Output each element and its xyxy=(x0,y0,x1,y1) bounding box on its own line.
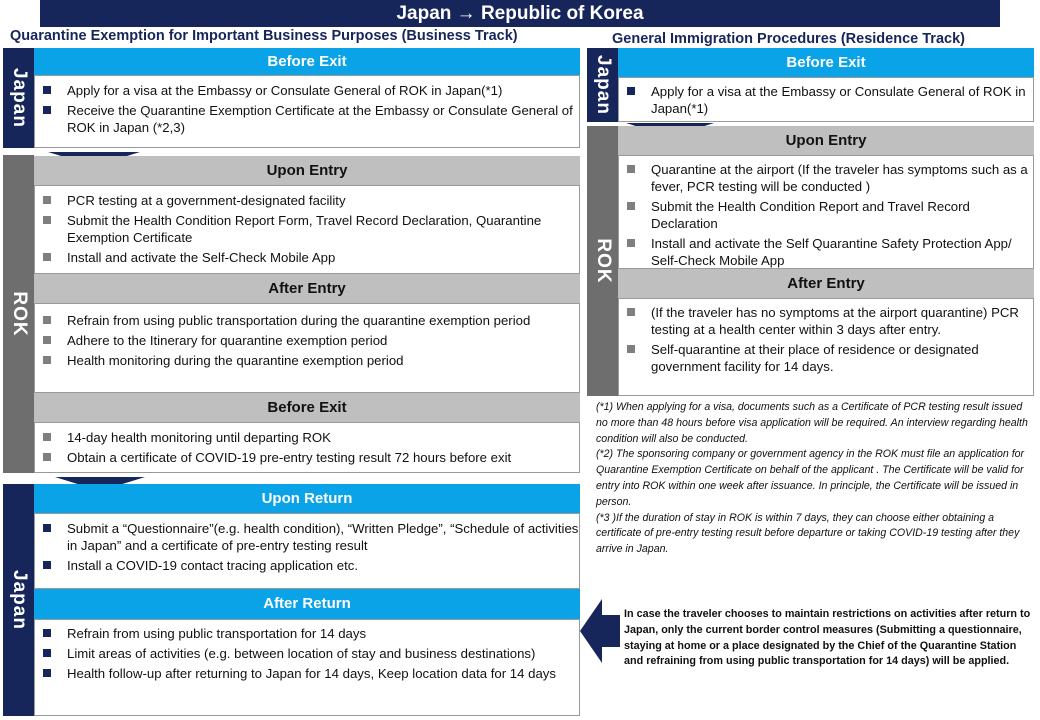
list-item: Health monitoring during the quarantine exemption period xyxy=(35,352,579,369)
footnote-3: (*3 )If the duration of stay in ROK is within 7 days, they can choose either obtaining a certificate of pre-entry testing result before departure or taking COVID-19 testing after they arrive in Japan. xyxy=(596,511,1020,556)
list-item: Limit areas of activities (e.g. between location of stay and business destinations) xyxy=(35,645,579,662)
page-title: Japan → Republic of Korea xyxy=(40,0,1000,27)
rok-side-label: ROK xyxy=(3,155,34,473)
residence-after-entry-list xyxy=(619,304,1033,375)
before-exit-list xyxy=(35,82,579,136)
list-item: Apply for a visa at the Embassy or Consulate General of ROK in Japan(*1) xyxy=(35,82,579,99)
before-exit-rok-box xyxy=(34,422,580,473)
japan-side-label: Japan xyxy=(3,48,34,148)
after-entry-list xyxy=(35,312,579,369)
footnote-1: (*1) When applying for a visa, documents such as a Certificate of PCR testing result issued no more than 48 hours before visa application will be required. An interview regarding health condition will also be conducted. xyxy=(596,401,1028,445)
residence-before-exit-box xyxy=(618,77,1034,122)
left-arrow-icon xyxy=(580,599,620,663)
footnote-2: (*2) The sponsoring company or government agency in the ROK must file an application for Quarantine Exemption Certificate on behalf of the applicant . The Certificate will be valid for entry into ROK within one week after issuance. In principle, the Certificate will be issued in person. xyxy=(596,448,1025,508)
after-return-header: After Return xyxy=(34,589,580,619)
upon-return-box xyxy=(34,513,580,589)
after-return-box xyxy=(34,619,580,716)
residence-before-exit-header: Before Exit xyxy=(618,48,1034,77)
footnotes xyxy=(596,400,1034,558)
list-item: Refrain from using public transportation during the quarantine exemption period xyxy=(35,312,579,329)
upon-entry-box xyxy=(34,185,580,274)
list-item: Submit the Health Condition Report and Travel Record Declaration xyxy=(619,198,1033,232)
residence-after-entry-header: After Entry xyxy=(618,269,1034,298)
upon-return-header: Upon Return xyxy=(34,484,580,513)
list-item: Install and activate the Self-Check Mobile App xyxy=(35,249,579,266)
before-exit-rok-header: Before Exit xyxy=(34,393,580,422)
list-item: Install and activate the Self Quarantine Safety Protection App/ Self-Check Mobile App xyxy=(619,235,1033,269)
japan-return-side-label: Japan xyxy=(3,484,34,716)
list-item: Refrain from using public transportation for 14 days xyxy=(35,625,579,642)
upon-entry-list xyxy=(35,192,579,266)
list-item: Quarantine at the airport (If the traveler has symptoms such as a fever, PCR testing will be conducted ) xyxy=(619,161,1033,195)
before-exit-header: Before Exit xyxy=(34,48,580,75)
list-item: Health follow-up after returning to Japan for 14 days, Keep location data for 14 days xyxy=(35,665,579,682)
residence-upon-entry-header: Upon Entry xyxy=(618,126,1034,155)
upon-entry-header: Upon Entry xyxy=(34,156,580,185)
list-item: 14-day health monitoring until departing ROK xyxy=(35,429,579,446)
list-item: Adhere to the Itinerary for quarantine exemption period xyxy=(35,332,579,349)
list-item: Install a COVID-19 contact tracing application etc. xyxy=(35,557,579,574)
residence-upon-entry-list xyxy=(619,161,1033,269)
before-exit-rok-list xyxy=(35,429,579,466)
rok-side-label-residence: ROK xyxy=(587,126,618,396)
list-item: Receive the Quarantine Exemption Certificate at the Embassy or Consulate General of ROK in Japan (*2,3) xyxy=(35,102,579,136)
after-entry-box xyxy=(34,303,580,393)
list-item: Obtain a certificate of COVID-19 pre-entry testing result 72 hours before exit xyxy=(35,449,579,466)
list-item: Submit a “Questionnaire”(e.g. health condition), “Written Pledge”, “Schedule of activities in Japan” and a certificate of pre-entry testing result xyxy=(35,520,579,554)
list-item: (If the traveler has no symptoms at the airport quarantine) PCR testing at a health center within 3 days after entry. xyxy=(619,304,1033,338)
return-restrictions-note: In case the traveler chooses to maintain restrictions on activities after return to Japan, only the current border control measures (Submitting a questionnaire, staying at home or a place designated by the Chief of the Quarantine Station and refraining from using public transportation for 14 days) will be applied. xyxy=(624,608,1031,668)
list-item: PCR testing at a government-designated facility xyxy=(35,192,579,209)
residence-track-heading: General Immigration Procedures (Residence Track) xyxy=(612,31,965,47)
japan-side-label-residence: Japan xyxy=(587,48,618,122)
residence-before-exit-list xyxy=(619,83,1033,117)
before-exit-box xyxy=(34,75,580,148)
business-track-heading: Quarantine Exemption for Important Business Purposes (Business Track) xyxy=(10,28,518,44)
list-item: Self-quarantine at their place of residence or designated government facility for 14 days. xyxy=(619,341,1033,375)
residence-upon-entry-box xyxy=(618,155,1034,269)
residence-after-entry-box xyxy=(618,298,1034,396)
after-return-list xyxy=(35,625,579,682)
list-item: Apply for a visa at the Embassy or Consulate General of ROK in Japan(*1) xyxy=(619,83,1033,117)
upon-return-list xyxy=(35,520,579,574)
list-item: Submit the Health Condition Report Form, Travel Record Declaration, Quarantine Exemption Certificate xyxy=(35,212,579,246)
after-entry-header: After Entry xyxy=(34,274,580,303)
